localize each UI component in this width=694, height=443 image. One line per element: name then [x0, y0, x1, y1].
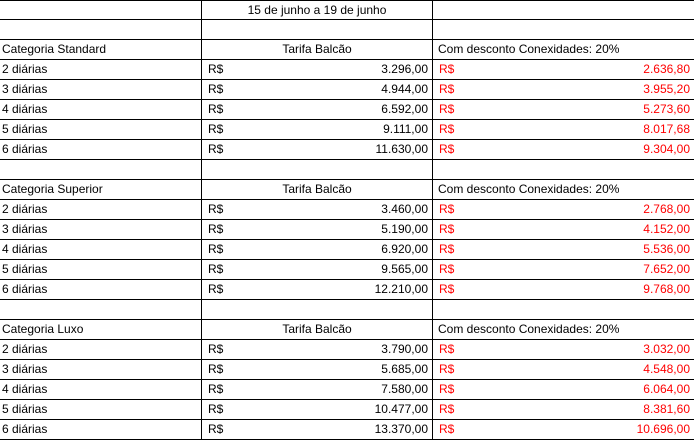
rate-value: 7.580,00	[381, 382, 428, 396]
discount-cell	[433, 400, 694, 419]
discount-cell	[433, 100, 694, 119]
stay-label: 5 diárias	[0, 260, 202, 279]
category-header-row	[0, 40, 694, 60]
blank-cell	[433, 160, 694, 179]
rate-header: Tarifa Balcão	[202, 40, 433, 59]
rate-value: 4.944,00	[381, 82, 428, 96]
rate-cell	[202, 380, 433, 399]
table-row	[0, 120, 694, 140]
discount-cell	[433, 80, 694, 99]
discount-cell	[433, 240, 694, 259]
discount-value: 9.768,00	[643, 282, 690, 296]
stay-label: 4 diárias	[0, 240, 202, 259]
blank-cell	[0, 1, 202, 20]
discount-cell	[433, 140, 694, 159]
stay-label: 2 diárias	[0, 60, 202, 79]
currency-symbol: R$	[208, 82, 224, 96]
currency-symbol: R$	[439, 342, 455, 356]
rate-value: 11.630,00	[375, 142, 428, 156]
rate-value: 3.460,00	[381, 202, 428, 216]
currency-symbol: R$	[439, 102, 455, 116]
rate-value: 10.477,00	[374, 402, 428, 416]
blank-cell	[433, 300, 694, 319]
rate-cell	[202, 220, 433, 239]
table-row	[0, 100, 694, 120]
blank-cell	[433, 20, 694, 39]
table-row	[0, 80, 694, 100]
discount-cell	[433, 120, 694, 139]
rate-cell	[202, 60, 433, 79]
currency-symbol: R$	[208, 282, 224, 296]
stay-label: 3 diárias	[0, 220, 202, 239]
rate-cell	[202, 360, 433, 379]
discount-value: 4.152,00	[643, 222, 690, 236]
table-row	[0, 360, 694, 380]
currency-symbol: R$	[208, 422, 224, 436]
currency-symbol: R$	[439, 122, 455, 136]
discount-value: 10.696,00	[636, 422, 690, 436]
discount-value: 3.955,20	[643, 82, 690, 96]
discount-value: 2.636,80	[643, 62, 690, 76]
category-header-row	[0, 320, 694, 340]
rate-value: 6.592,00	[381, 102, 428, 116]
stay-label: 6 diárias	[0, 420, 202, 439]
discount-cell	[433, 420, 694, 439]
rate-value: 6.920,00	[381, 242, 428, 256]
stay-label: 2 diárias	[0, 340, 202, 359]
rate-cell	[202, 260, 433, 279]
blank-cell	[0, 300, 202, 319]
rate-value: 5.190,00	[381, 222, 428, 236]
rate-value: 3.790,00	[381, 342, 428, 356]
currency-symbol: R$	[208, 242, 224, 256]
currency-symbol: R$	[208, 402, 224, 416]
table-row	[0, 260, 694, 280]
rate-cell	[202, 400, 433, 419]
currency-symbol: R$	[439, 62, 455, 76]
currency-symbol: R$	[208, 62, 224, 76]
rate-cell	[202, 240, 433, 259]
rate-header: Tarifa Balcão	[202, 320, 433, 339]
rate-value: 9.111,00	[383, 122, 428, 136]
rate-cell	[202, 200, 433, 219]
discount-value: 2.768,00	[643, 202, 690, 216]
stay-label: 5 diárias	[0, 400, 202, 419]
category-title: Categoria Superior	[0, 180, 202, 199]
currency-symbol: R$	[439, 242, 455, 256]
rate-cell	[202, 120, 433, 139]
rate-value: 3.296,00	[381, 62, 428, 76]
discount-cell	[433, 60, 694, 79]
currency-symbol: R$	[208, 222, 224, 236]
rate-cell	[202, 340, 433, 359]
currency-symbol: R$	[439, 402, 455, 416]
currency-symbol: R$	[439, 422, 455, 436]
table-row	[0, 400, 694, 420]
discount-value: 4.548,00	[643, 362, 690, 376]
discount-cell	[433, 280, 694, 299]
table-row	[0, 340, 694, 360]
stay-label: 2 diárias	[0, 200, 202, 219]
discount-value: 9.304,00	[643, 142, 690, 156]
currency-symbol: R$	[439, 382, 455, 396]
currency-symbol: R$	[439, 282, 455, 296]
table-row	[0, 240, 694, 260]
rate-cell	[202, 140, 433, 159]
table-row	[0, 140, 694, 160]
table-row	[0, 200, 694, 220]
currency-symbol: R$	[208, 382, 224, 396]
currency-symbol: R$	[208, 262, 224, 276]
currency-symbol: R$	[208, 362, 224, 376]
table-row	[0, 280, 694, 300]
stay-label: 6 diárias	[0, 280, 202, 299]
category-title: Categoria Luxo	[0, 320, 202, 339]
currency-symbol: R$	[208, 202, 224, 216]
rate-value: 12.210,00	[374, 282, 428, 296]
currency-symbol: R$	[439, 222, 455, 236]
discount-value: 6.064,00	[643, 382, 690, 396]
spacer-row	[0, 20, 694, 40]
category-title: Categoria Standard	[0, 40, 202, 59]
category-header-row	[0, 180, 694, 200]
stay-label: 5 diárias	[0, 120, 202, 139]
discount-value: 3.032,00	[643, 342, 690, 356]
discount-cell	[433, 360, 694, 379]
blank-cell	[0, 20, 202, 39]
discount-header: Com desconto Conexidades: 20%	[438, 182, 620, 196]
currency-symbol: R$	[208, 142, 224, 156]
table-row	[0, 380, 694, 400]
period-row	[0, 0, 694, 20]
spacer-row	[0, 300, 694, 320]
discount-header: Com desconto Conexidades: 20%	[438, 42, 620, 56]
blank-cell	[202, 20, 433, 39]
discount-value: 8.381,60	[643, 402, 690, 416]
discount-cell	[433, 200, 694, 219]
rate-value: 13.370,00	[374, 422, 428, 436]
discount-value: 8.017,68	[643, 122, 690, 136]
currency-symbol: R$	[208, 102, 224, 116]
discount-value: 5.273,60	[643, 102, 690, 116]
discount-cell	[433, 260, 694, 279]
discount-header: Com desconto Conexidades: 20%	[438, 322, 620, 336]
currency-symbol: R$	[439, 82, 455, 96]
stay-label: 4 diárias	[0, 380, 202, 399]
blank-cell	[202, 160, 433, 179]
discount-cell	[433, 380, 694, 399]
discount-value: 5.536,00	[643, 242, 690, 256]
blank-cell	[0, 160, 202, 179]
discount-cell	[433, 220, 694, 239]
rate-value: 9.565,00	[381, 262, 428, 276]
rate-value: 5.685,00	[381, 362, 428, 376]
currency-symbol: R$	[208, 342, 224, 356]
stay-label: 3 diárias	[0, 80, 202, 99]
table-row	[0, 420, 694, 440]
rate-cell	[202, 280, 433, 299]
blank-cell	[433, 1, 694, 20]
currency-symbol: R$	[439, 262, 455, 276]
currency-symbol: R$	[439, 142, 455, 156]
rate-cell	[202, 100, 433, 119]
rate-cell	[202, 80, 433, 99]
table-row	[0, 60, 694, 80]
stay-label: 3 diárias	[0, 360, 202, 379]
rate-header: Tarifa Balcão	[202, 180, 433, 199]
currency-symbol: R$	[439, 362, 455, 376]
period-title: 15 de junho a 19 de junho	[202, 1, 433, 20]
rate-cell	[202, 420, 433, 439]
blank-cell	[202, 300, 433, 319]
table-row	[0, 220, 694, 240]
currency-symbol: R$	[439, 202, 455, 216]
stay-label: 6 diárias	[0, 140, 202, 159]
stay-label: 4 diárias	[0, 100, 202, 119]
currency-symbol: R$	[208, 122, 224, 136]
discount-value: 7.652,00	[643, 262, 690, 276]
spacer-row	[0, 160, 694, 180]
discount-cell	[433, 340, 694, 359]
